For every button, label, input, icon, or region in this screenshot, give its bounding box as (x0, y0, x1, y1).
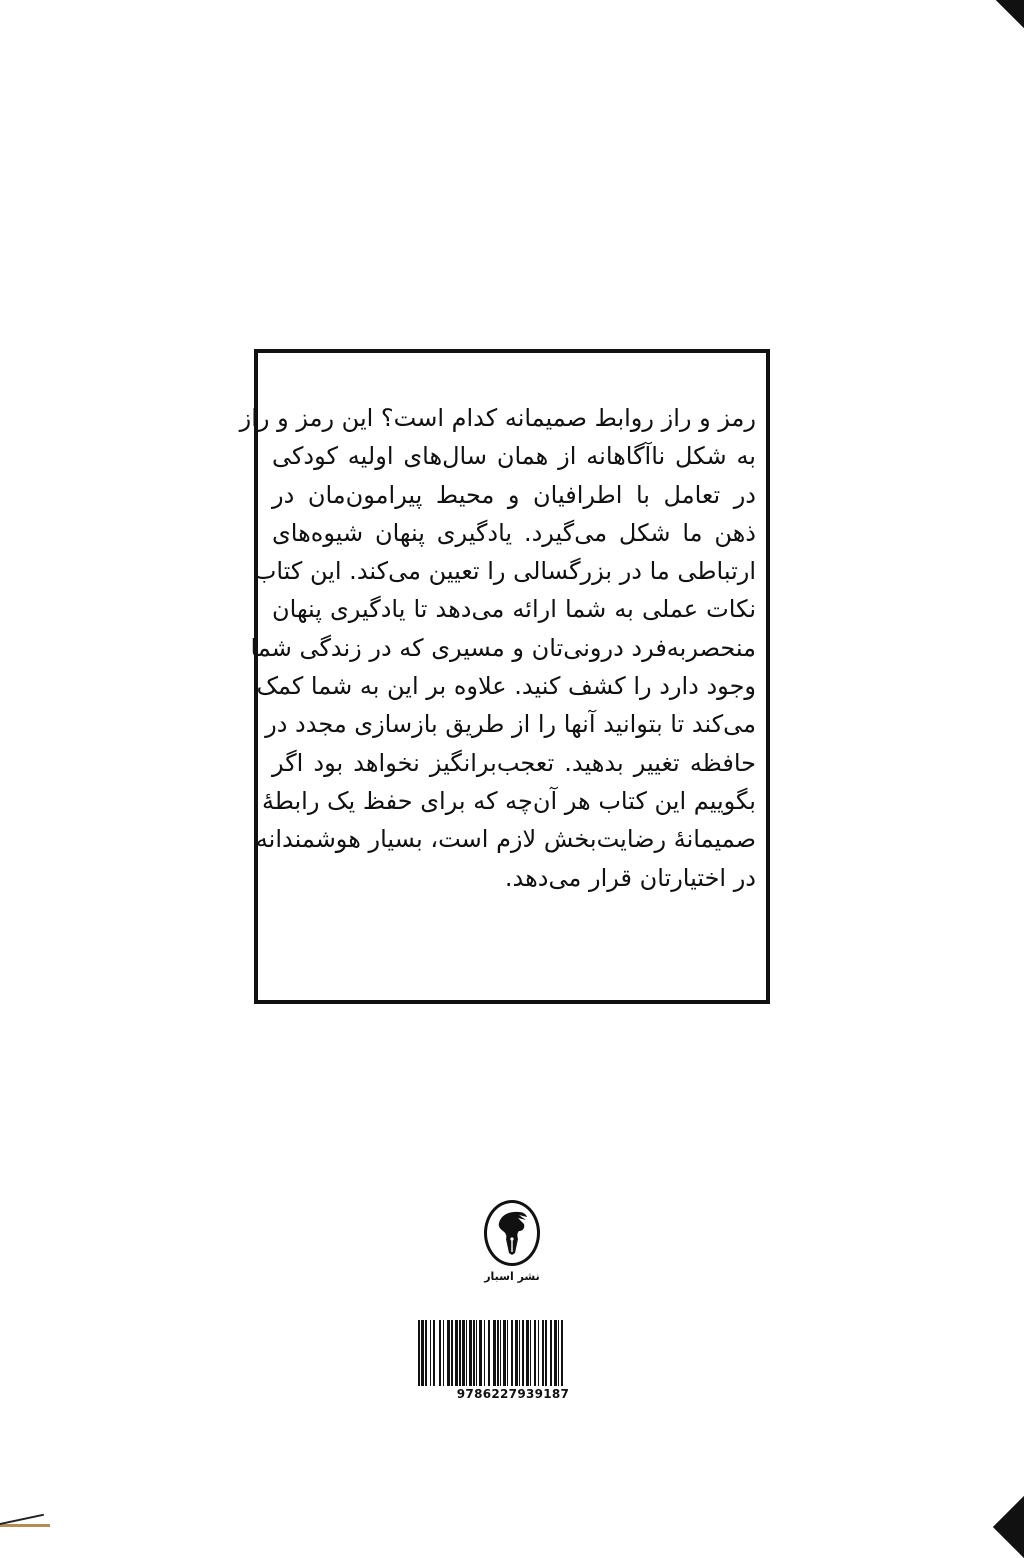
blurb-line: وجود دارد را کشف کنید. علاوه بر این به شما کمک (256, 672, 756, 701)
blurb-line: در تعامل با اطرافیان و محیط پیرامون‌مان در (272, 480, 756, 509)
blurb-line: حافظه تغییر بدهید. تعجب‌برانگیز نخواهد بود اگر (272, 748, 756, 777)
blurb-line: ذهن ما شکل می‌گیرد. یادگیری پنهان شیوه‌های (272, 518, 756, 547)
publisher-name: نشر اسبار (484, 1270, 540, 1283)
blurb-line: به شکل ناآگاهانه از همان سال‌های اولیه کودکی (272, 442, 756, 471)
blurb-line: در اختیارتان قرار می‌دهد. (504, 863, 756, 892)
blurb-text (239, 399, 756, 897)
blurb-line: بگوییم این کتاب هر آن‌چه که برای حفظ یک رابطهٔ (261, 786, 756, 815)
blurb-line: صمیمانهٔ رضایت‌بخش لازم است، بسیار هوشمندانه (255, 825, 756, 854)
barcode (418, 1320, 608, 1401)
barcode-bars (418, 1320, 608, 1386)
page-corner-mark (996, 0, 1024, 28)
blurb-box (239, 349, 770, 1004)
publisher-block (462, 1200, 562, 1283)
publisher-logo (484, 1200, 540, 1266)
blurb-line: می‌کند تا بتوانید آنها را از طریق بازسازی مجدد در (265, 710, 756, 739)
blurb-line: منحصربه‌فرد درونی‌تان و مسیری که در زندگی شما (250, 633, 756, 662)
blurb-line: ارتباطی ما در بزرگسالی را تعیین می‌کند. این کتاب (253, 557, 756, 586)
blurb-line: نکات عملی به شما ارائه می‌دهد تا یادگیری پنهان (272, 595, 756, 624)
isbn-number: 9786227939187 (456, 1387, 570, 1401)
blurb-line: رمز و راز روابط صمیمانه کدام است؟ این رمز و راز (239, 404, 756, 432)
horse-head-pen-nib-icon (493, 1209, 531, 1257)
